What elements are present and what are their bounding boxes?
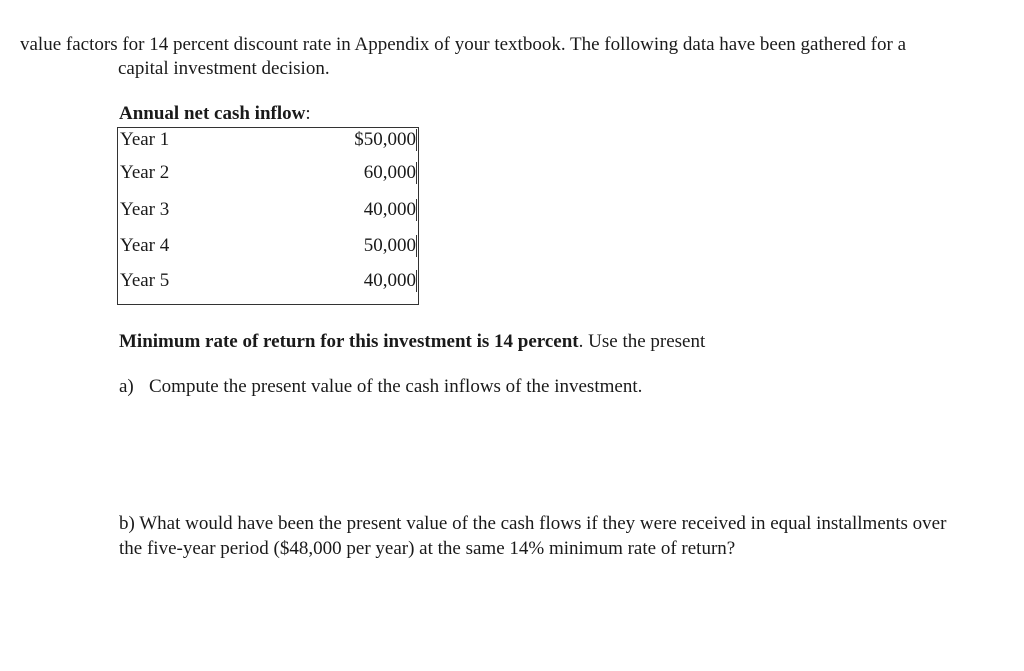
year-label: Year 3	[120, 199, 170, 220]
cash-inflow-amount: $50,000	[354, 129, 416, 150]
minimum-rate-text	[119, 331, 705, 353]
cash-inflow-amount: 60,000	[363, 162, 416, 183]
question-b-line-2: the five-year period ($48,000 per year) at the same 14% minimum rate of return?	[119, 538, 736, 559]
table-heading-colon: :	[305, 103, 311, 124]
cash-inflow-amount: 40,000	[363, 270, 416, 291]
table-row	[118, 235, 418, 259]
question-a-label: a)	[119, 376, 134, 397]
table-row	[118, 162, 418, 186]
cash-inflow-table	[117, 127, 419, 305]
cash-inflow-amount: 40,000	[363, 199, 416, 220]
intro-text-line-2: capital investment decision.	[118, 58, 330, 79]
minimum-rate-rest: . Use the present	[578, 331, 706, 352]
intro-text-line-1: value factors for 14 percent discount rate in Appendix of your textbook. The following data have been gathered for a	[20, 34, 907, 55]
year-label: Year 5	[120, 270, 170, 291]
question-a	[119, 376, 642, 398]
table-heading	[119, 103, 311, 125]
year-label: Year 4	[120, 235, 170, 256]
question-a-text: Compute the present value of the cash inflows of the investment.	[149, 376, 643, 397]
table-heading-text: Annual net cash inflow	[119, 103, 306, 124]
minimum-rate-bold: Minimum rate of return for this investment is 14 percent	[119, 331, 579, 352]
cash-inflow-amount: 50,000	[363, 235, 416, 256]
year-label: Year 2	[120, 162, 170, 183]
table-row	[118, 129, 418, 153]
table-row	[118, 270, 418, 294]
question-b-line-1: b) What would have been the present value of the cash flows if they were received in equal installments over	[119, 513, 947, 534]
year-label: Year 1	[120, 129, 170, 150]
table-row	[118, 199, 418, 223]
